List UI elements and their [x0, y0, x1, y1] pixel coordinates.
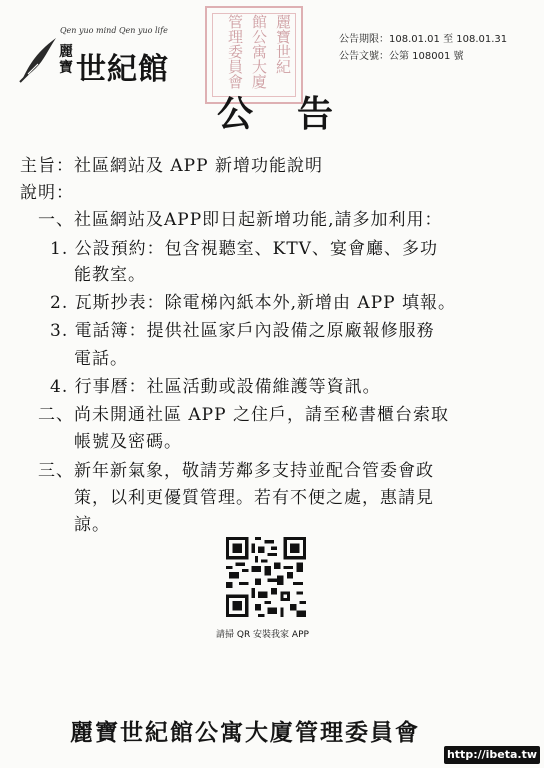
body-line-12: 諒。 [74, 515, 110, 535]
body-line-4: 2. 瓦斯抄表：除電梯內紙本外,新增由 APP 填報。 [50, 293, 456, 313]
feather-icon [18, 34, 62, 84]
logo-small-name: 麗寶 [59, 44, 73, 76]
footer-committee-name: 麗寶世紀館公寓大廈管理委員會 [70, 719, 420, 746]
description-label: 說明： [20, 183, 74, 203]
logo-script-text: Qen yuo mind Qen yuo life [60, 26, 168, 35]
body-line-6: 電話。 [74, 349, 128, 369]
title-char-2: 告 [296, 93, 333, 135]
subject-line: 主旨：社區網站及 APP 新增功能說明 [20, 156, 323, 176]
body-line-1: 一、社區網站及APP即日起新增功能,請多加利用： [38, 210, 443, 230]
stamp-column-3: 管理委員會 [226, 14, 244, 89]
notice-period-row [339, 31, 507, 48]
qr-caption: 請掃 QR 安裝我家 APP [216, 630, 309, 640]
notice-period-label: 公告期限： [339, 34, 389, 45]
logo [18, 26, 188, 90]
source-watermark: http://ibeta.tw [444, 746, 540, 764]
body-line-2: 1. 公設預約：包含視聽室、KTV、宴會廳、多功 [50, 239, 438, 259]
body-line-8: 二、尚未開通社區 APP 之住戶，請至秘書櫃台索取 [38, 405, 449, 425]
body-line-10: 三、新年新氣象，敬請芳鄰多支持並配合管委會政 [38, 461, 434, 481]
notice-meta [339, 31, 507, 65]
logo-big-name: 世紀館 [76, 52, 169, 87]
body-line-3: 能教室。 [74, 265, 146, 285]
qr-code-icon [226, 537, 306, 617]
stamp-column-1: 麗寶世紀 [274, 14, 292, 74]
body-line-5: 3. 電話簿：提供社區家戶內設備之原廠報修服務 [50, 321, 435, 341]
notice-doc-row [339, 48, 507, 65]
body-line-9: 帳號及密碼。 [74, 432, 182, 452]
body-line-11: 策，以利更優質管理。若有不便之處，惠請見 [74, 488, 434, 508]
title-char-1: 公 [216, 93, 253, 135]
stamp-column-2: 館公寓大廈 [250, 14, 268, 89]
notice-doc-value: 公第 108001 號 [389, 51, 464, 62]
body-line-7: 4. 行事曆：社區活動或設備維護等資訊。 [50, 377, 381, 397]
page-title [150, 86, 400, 137]
notice-doc-label: 公告文號： [339, 51, 389, 62]
notice-period-value: 108.01.01 至 108.01.31 [389, 34, 508, 45]
